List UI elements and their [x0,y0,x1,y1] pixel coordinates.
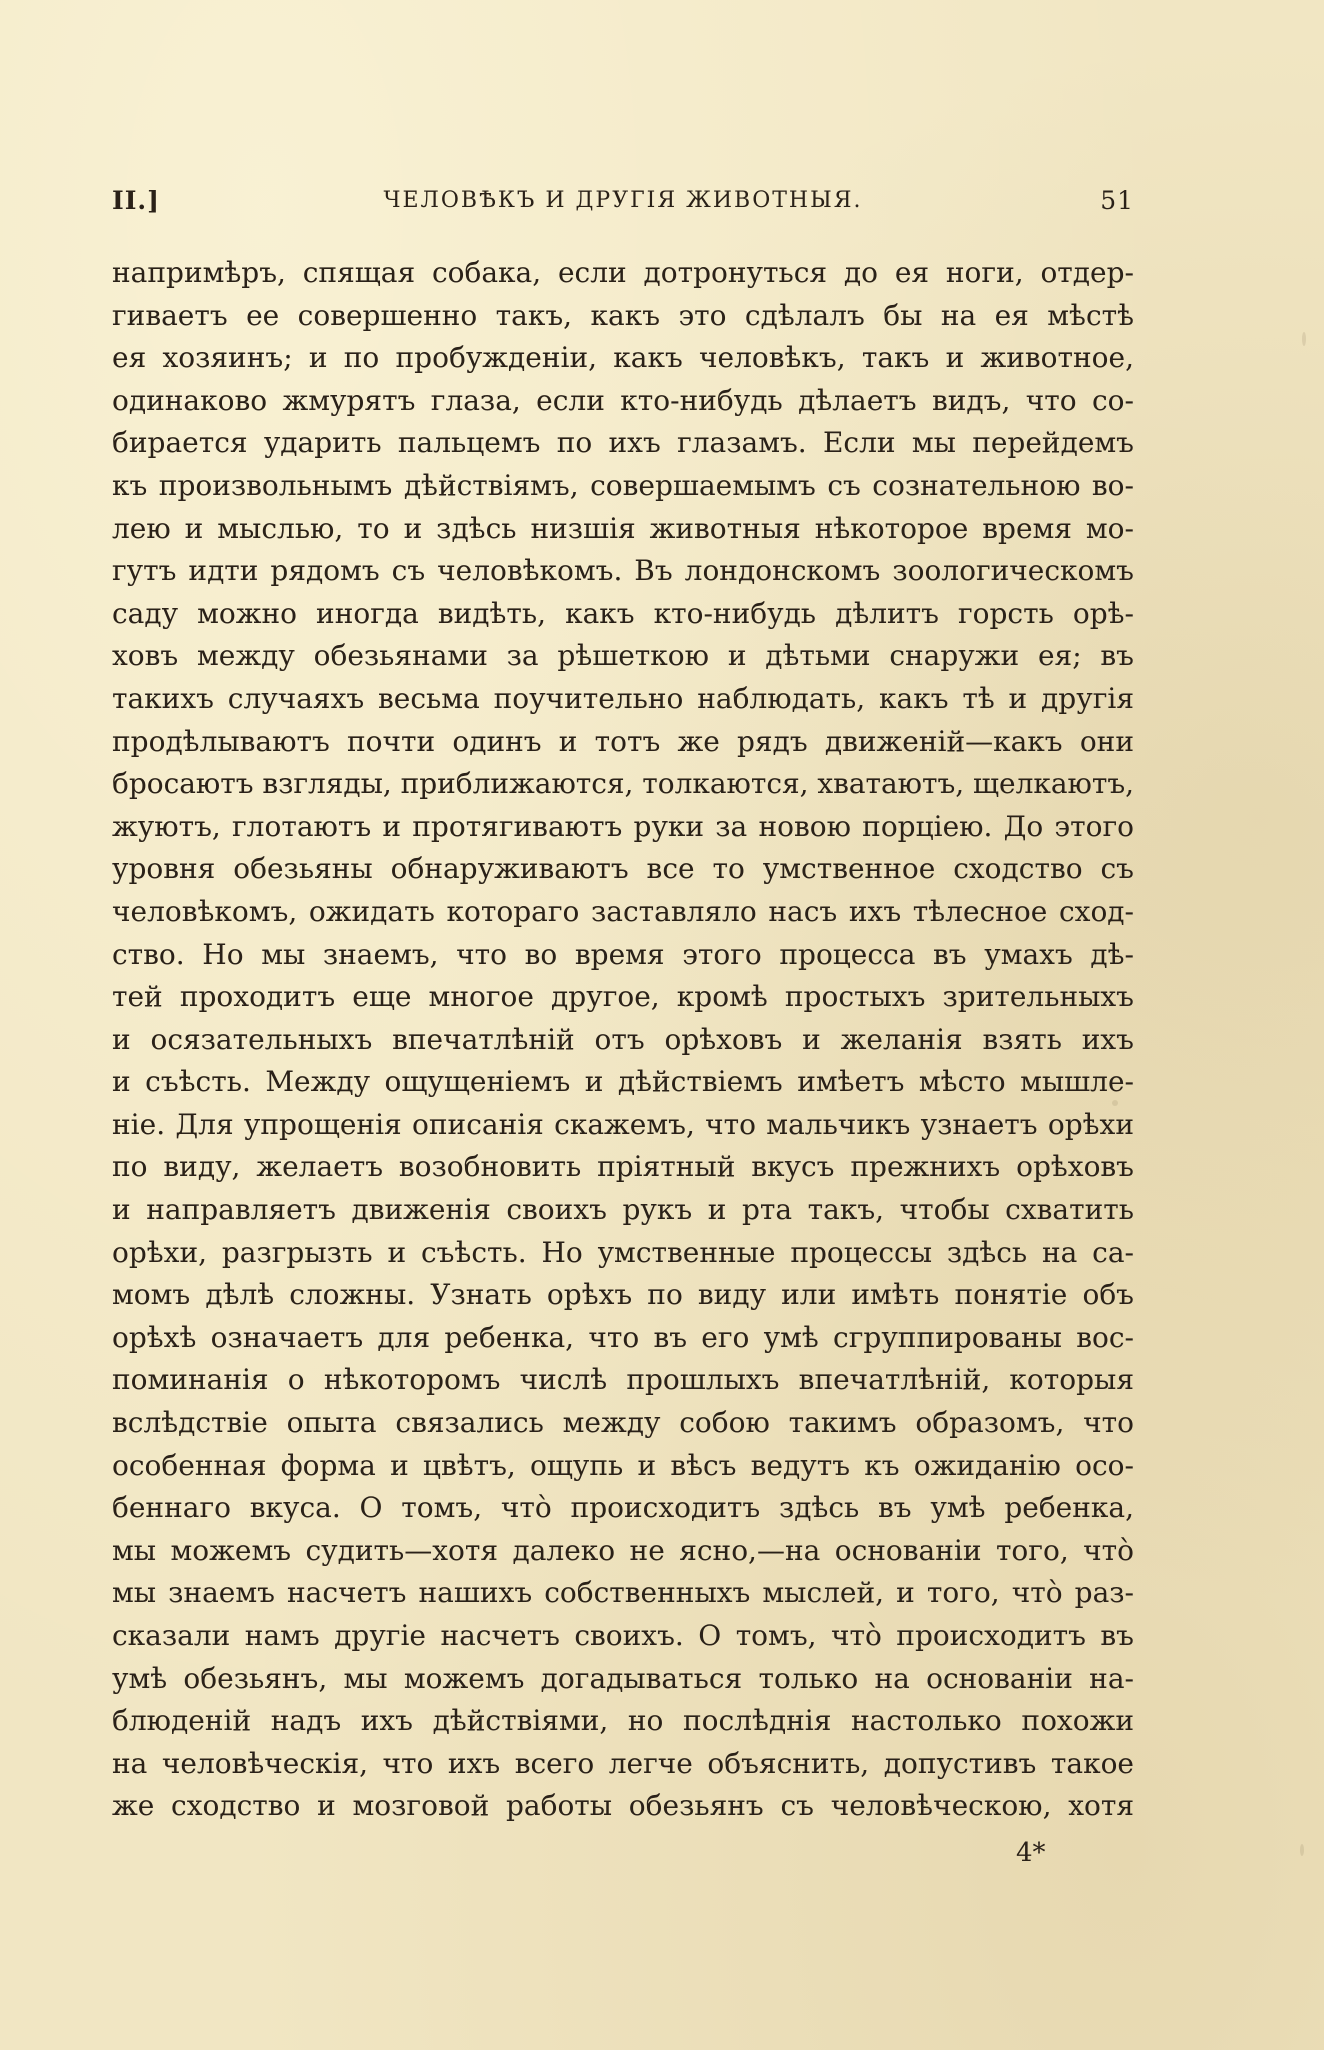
text-line: особенная форма и цвѣтъ, ощупь и вѣсъ ведутъ къ ожиданію осо- [112,1448,1134,1482]
text-line: бирается ударить пальцемъ по ихъ глазамъ. Если мы перейдемъ [112,426,1134,460]
text-line: гутъ идти рядомъ съ человѣкомъ. Въ лондонскомъ зоологическомъ [112,554,1134,588]
text-line: момъ дѣлѣ сложны. Узнать орѣхъ по виду или имѣть понятіе объ [112,1278,1134,1312]
text-line: орѣхи, разгрызть и съѣсть. Но умственные процессы здѣсь на са- [112,1235,1134,1269]
text-line: вслѣдствіе опыта связались между собою такимъ образомъ, что [112,1406,1134,1440]
text-line: ея хозяинъ; и по пробужденіи, какъ человѣкъ, такъ и животное, [112,341,1134,375]
text-line: и съѣсть. Между ощущеніемъ и дѣйствіемъ имѣетъ мѣсто мышле- [112,1065,1134,1099]
text-line: саду можно иногда видѣть, какъ кто-нибудь дѣлитъ горсть орѣ- [112,596,1134,630]
text-line: мы можемъ судить—хотя далеко не ясно,—на основаніи того, что̀ [112,1533,1134,1567]
text-line: умѣ обезьянъ, мы можемъ догадываться только на основаніи на- [112,1661,1134,1695]
text-line: гиваетъ ее совершенно такъ, какъ это сдѣлалъ бы на ея мѣстѣ [112,298,1134,332]
chapter-number: II.] [112,186,160,215]
text-line: и осязательныхъ впечатлѣній отъ орѣховъ и желанія взять ихъ [112,1022,1134,1056]
text-line: мы знаемъ насчетъ нашихъ собственныхъ мыслей, и того, что̀ раз- [112,1576,1134,1610]
text-line: орѣхѣ означаетъ для ребенка, что въ его умѣ сгруппированы вос- [112,1320,1134,1354]
text-line: бросаютъ взгляды, приближаются, толкаются, хватаютъ, щелкаютъ, [112,767,1134,801]
text-line: одинаково жмурятъ глаза, если кто-нибудь дѣлаетъ видъ, что со- [112,383,1134,417]
text-line: и направляетъ движенія своихъ рукъ и рта такъ, чтобы схватить [112,1193,1134,1227]
text-line: же сходство и мозговой работы обезьянъ съ человѣческою, хотя [112,1789,1134,1823]
paper-stain [1302,332,1306,346]
signature-mark: 4* [1016,1838,1046,1868]
text-line: лею и мыслью, то и здѣсь низшія животныя нѣкоторое время мо- [112,511,1134,545]
text-line: продѣлываютъ почти одинъ и тотъ же рядъ движеній—какъ они [112,724,1134,758]
body-text [112,252,1134,1828]
text-line: ство. Но мы знаемъ, что во время этого процесса въ умахъ дѣ- [112,937,1134,971]
text-line: на человѣческія, что ихъ всего легче объяснить, допустивъ такое [112,1746,1134,1780]
text-line: ховъ между обезьянами за рѣшеткою и дѣтьми снаружи ея; въ [112,639,1134,673]
paper-stain [1300,1844,1304,1856]
text-line: такихъ случаяхъ весьма поучительно наблюдать, какъ тѣ и другія [112,681,1134,715]
text-line: поминанія о нѣкоторомъ числѣ прошлыхъ впечатлѣній, которыя [112,1363,1134,1397]
text-line: сказали намъ другіе насчетъ своихъ. О томъ, что̀ происходитъ въ [112,1619,1134,1652]
text-line: ніе. Для упрощенія описанія скажемъ, что мальчикъ узнаетъ орѣхи [112,1107,1134,1141]
running-head [112,186,1134,222]
text-line: беннаго вкуса. О томъ, что̀ происходитъ здѣсь въ умѣ ребенка, [112,1491,1134,1525]
text-line: по виду, желаетъ возобновить пріятный вкусъ прежнихъ орѣховъ [112,1150,1134,1184]
page-number: 51 [1100,186,1134,215]
text-line: уровня обезьяны обнаруживаютъ все то умственное сходство съ [112,852,1134,886]
text-line: къ произвольнымъ дѣйствіямъ, совершаемымъ съ сознательною во- [112,468,1134,502]
text-line: блюденій надъ ихъ дѣйствіями, но послѣднія настолько похожи [112,1704,1134,1738]
text-line: тей проходитъ еще многое другое, кромѣ простыхъ зрительныхъ [112,980,1134,1014]
text-line: человѣкомъ, ожидать котораго заставляло насъ ихъ тѣлесное сход- [112,894,1134,928]
text-line: жуютъ, глотаютъ и протягиваютъ руки за новою порціею. До этого [112,809,1134,843]
running-title: ЧЕЛОВѢКЪ И ДРУГІЯ ЖИВОТНЫЯ. [383,188,863,213]
text-line: напримѣръ, спящая собака, если дотронуться до ея ноги, отдер- [112,256,1134,289]
